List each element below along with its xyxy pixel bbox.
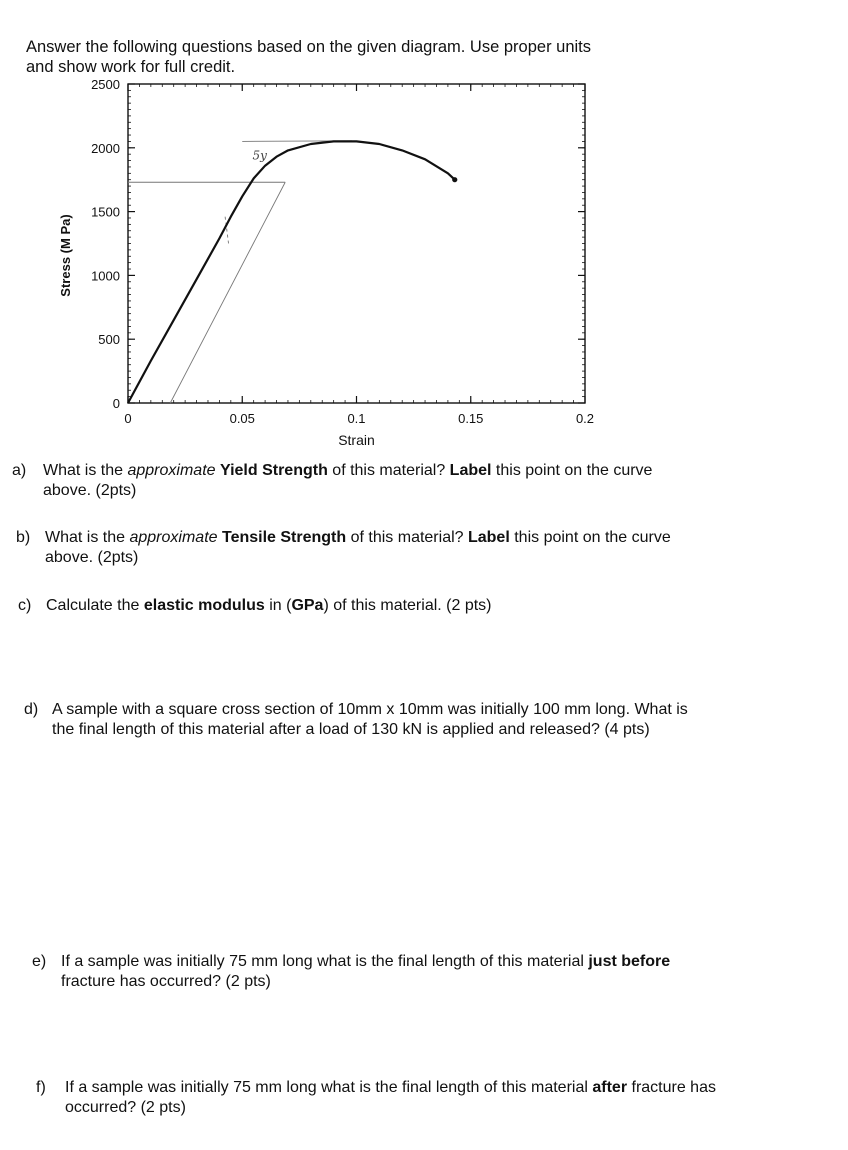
question-text-segment: approximate bbox=[127, 462, 216, 479]
question-text-segment: ) of this material. (2 pts) bbox=[323, 597, 492, 614]
question-text-segment: If a sample was initially 75 mm long what is the final length of this material bbox=[61, 953, 589, 970]
question-b-marker: b) bbox=[16, 529, 31, 546]
question-e bbox=[32, 952, 712, 992]
x-tick-label: 0.1 bbox=[347, 411, 366, 426]
question-a bbox=[12, 461, 702, 501]
question-text-segment: What is the bbox=[45, 529, 130, 546]
question-text-segment: What is the bbox=[43, 462, 128, 479]
question-text-segment: in ( bbox=[264, 597, 292, 614]
question-a-text bbox=[43, 461, 702, 501]
question-text-segment: approximate bbox=[129, 529, 218, 546]
x-tick-label: 0.2 bbox=[575, 411, 595, 426]
question-text-segment: Yield Strength bbox=[219, 462, 328, 479]
question-b-text bbox=[45, 528, 696, 568]
fracture-point bbox=[452, 177, 457, 182]
question-d-text bbox=[52, 700, 714, 740]
question-text-segment: of this material? bbox=[346, 529, 468, 546]
x-tick-label: 0.15 bbox=[458, 411, 484, 426]
question-c-text bbox=[46, 596, 698, 616]
y-tick-label: 2000 bbox=[91, 140, 120, 156]
y-tick-label: 1000 bbox=[91, 268, 120, 284]
question-e-text bbox=[61, 952, 712, 992]
question-text-segment: this point on the curve above. (2pts) bbox=[43, 462, 653, 499]
x-axis-label: Strain bbox=[338, 432, 375, 448]
question-f-marker: f) bbox=[36, 1079, 46, 1096]
y-axis-label: Stress (M Pa) bbox=[58, 214, 73, 297]
y-tick-label: 500 bbox=[98, 332, 120, 348]
question-text-segment: If a sample was initially 75 mm long what is the final length of this material bbox=[65, 1079, 593, 1096]
question-e-marker: e) bbox=[32, 953, 47, 970]
stress-strain-curve bbox=[128, 141, 455, 403]
question-f bbox=[36, 1078, 716, 1118]
instructions-line-1: Answer the following questions based on the given diagram. Use proper units bbox=[26, 38, 591, 56]
stress-strain-chart bbox=[0, 0, 848, 460]
question-f-text bbox=[65, 1078, 716, 1118]
question-text-segment: GPa bbox=[291, 597, 324, 614]
x-tick-label: 0.05 bbox=[229, 411, 255, 426]
offset-line bbox=[170, 182, 285, 403]
y-tick-label: 2500 bbox=[91, 77, 120, 92]
y-tick-label: 1500 bbox=[91, 204, 120, 220]
question-text-segment: Tensile Strength bbox=[221, 529, 347, 546]
question-text-segment: Calculate the bbox=[46, 597, 144, 614]
question-text-segment: of this material? bbox=[327, 462, 450, 479]
question-d-marker: d) bbox=[24, 701, 39, 718]
question-c-marker: c) bbox=[18, 597, 32, 614]
question-b bbox=[16, 528, 696, 568]
question-text-segment: after bbox=[592, 1079, 628, 1096]
question-text-segment: this point on the curve above. (2pts) bbox=[45, 529, 671, 566]
question-c bbox=[18, 596, 698, 616]
x-tick-label: 0 bbox=[124, 411, 132, 426]
question-text-segment: Label bbox=[467, 529, 510, 546]
instructions-line-2: and show work for full credit. bbox=[26, 58, 236, 76]
question-text-segment: fracture has occurred? (2 pts) bbox=[61, 973, 271, 990]
question-text-segment: Label bbox=[449, 462, 492, 479]
handwritten-annotation: 5y bbox=[252, 148, 267, 163]
question-a-marker: a) bbox=[12, 462, 27, 479]
question-d bbox=[24, 700, 714, 740]
y-tick-label: 0 bbox=[112, 396, 120, 411]
question-text-segment: just before bbox=[588, 953, 671, 970]
question-text-segment: elastic modulus bbox=[143, 597, 265, 614]
question-text-segment: A sample with a square cross section of 10mm x 10mm was initially 100 mm long. What is the final length of this material after a load of 130 kN is applied and released? (4 pts) bbox=[52, 701, 688, 738]
plot-frame bbox=[128, 84, 585, 403]
question-text-segment: fracture has occurred? (2 pts) bbox=[65, 1079, 716, 1116]
